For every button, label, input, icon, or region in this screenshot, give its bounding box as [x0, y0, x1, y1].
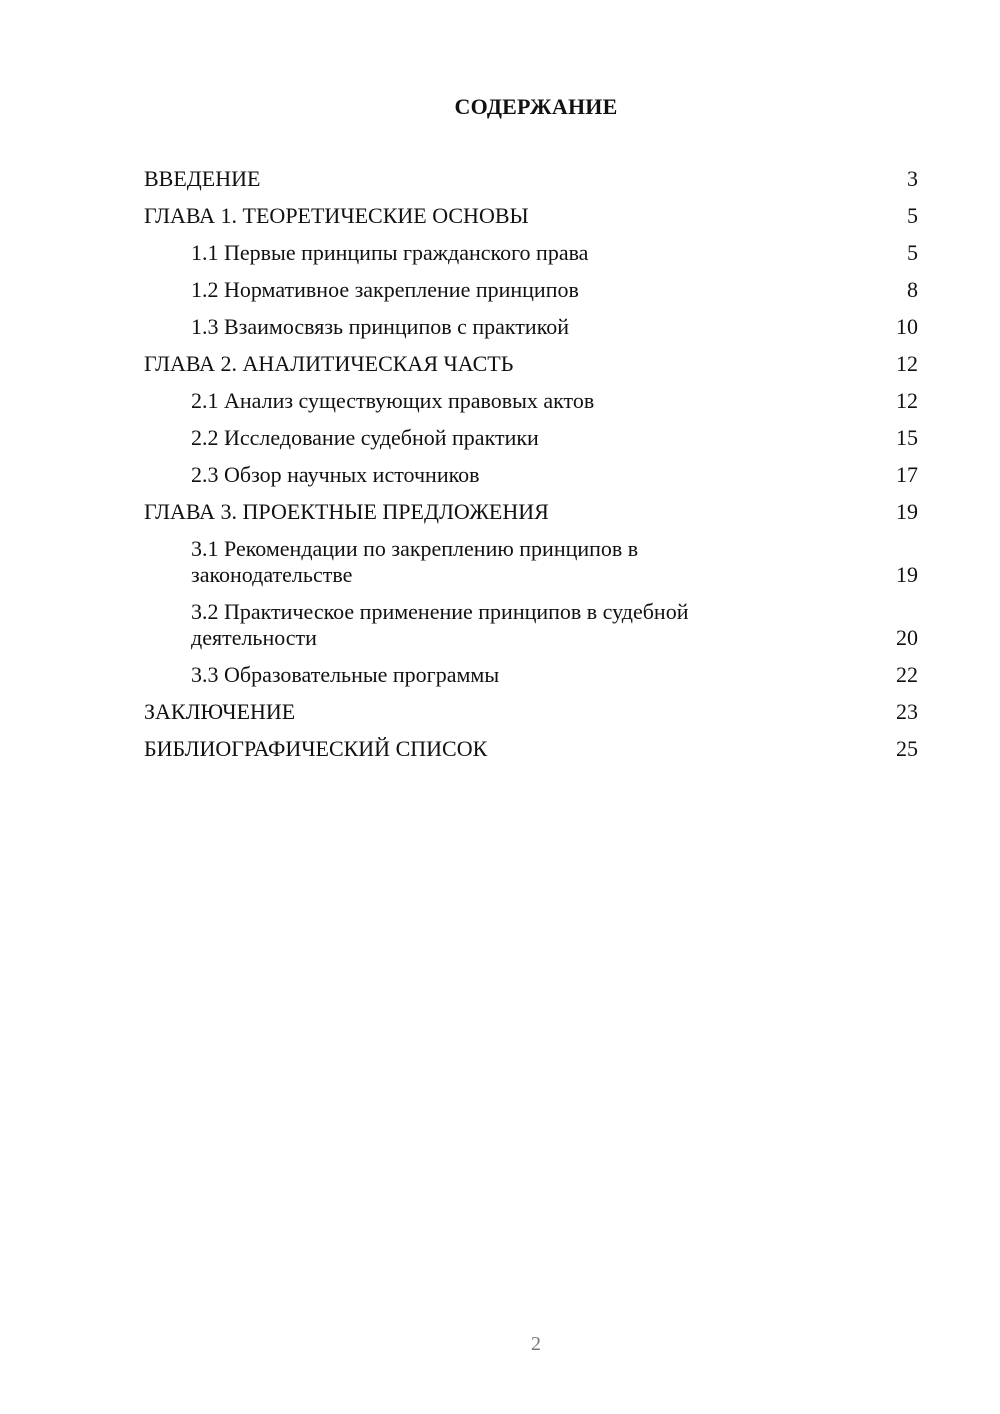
toc-entry-page: 25 — [896, 736, 918, 761]
toc-entry-page: 23 — [896, 699, 918, 724]
toc-entry-page: 5 — [907, 203, 918, 228]
page-title: СОДЕРЖАНИЕ — [454, 94, 618, 119]
toc-entry-text: 3.2 Практическое применение принципов в судебной деятельности — [191, 599, 689, 650]
toc-entry — [144, 462, 918, 488]
toc-entry — [144, 536, 918, 588]
toc-entry-page: 22 — [896, 662, 918, 687]
toc-entry — [144, 388, 918, 414]
toc-entry-page: 3 — [907, 166, 918, 191]
toc-entry-text: БИБЛИОГРАФИЧЕСКИЙ СПИСОК — [144, 736, 488, 761]
toc-entry-text: 2.1 Анализ существующих правовых актов — [191, 388, 595, 413]
toc-entry-text: 1.3 Взаимосвязь принципов с практикой — [191, 314, 570, 339]
toc-entry-text: ЗАКЛЮЧЕНИЕ — [144, 699, 296, 724]
table-of-contents — [144, 166, 918, 773]
toc-entry — [144, 166, 918, 192]
toc-entry-page: 15 — [896, 425, 918, 450]
toc-entry-page: 10 — [896, 314, 918, 339]
toc-entry-page: 19 — [896, 562, 918, 587]
toc-entry-page: 12 — [896, 388, 918, 413]
toc-entry-page: 12 — [896, 351, 918, 376]
toc-entry-page: 17 — [896, 462, 918, 487]
toc-entry — [144, 425, 918, 451]
toc-entry-text: 2.3 Обзор научных источников — [191, 462, 480, 487]
toc-entry-text: 1.2 Нормативное закрепление принципов — [191, 277, 579, 302]
toc-entry — [144, 699, 918, 725]
toc-entry — [144, 599, 918, 651]
toc-entry-page: 20 — [896, 625, 918, 650]
toc-entry-page: 5 — [907, 240, 918, 265]
toc-entry-text: ВВЕДЕНИЕ — [144, 166, 261, 191]
toc-entry-page: 8 — [907, 277, 918, 302]
toc-entry — [144, 314, 918, 340]
toc-entry-text: ГЛАВА 3. ПРОЕКТНЫЕ ПРЕДЛОЖЕНИЯ — [144, 499, 549, 524]
toc-entry — [144, 736, 918, 762]
toc-entry — [144, 499, 918, 525]
toc-entry — [144, 240, 918, 266]
toc-entry — [144, 277, 918, 303]
toc-entry — [144, 203, 918, 229]
toc-entry-page: 19 — [896, 499, 918, 524]
toc-entry-text: 3.3 Образовательные программы — [191, 662, 500, 687]
toc-entry-text: 2.2 Исследование судебной практики — [191, 425, 539, 450]
toc-entry-text: 3.1 Рекомендации по закреплению принципов в законодательстве — [191, 536, 639, 587]
toc-entry-text: 1.1 Первые принципы гражданского права — [191, 240, 589, 265]
toc-entry-text: ГЛАВА 1. ТЕОРЕТИЧЕСКИЕ ОСНОВЫ — [144, 203, 529, 228]
toc-entry — [144, 662, 918, 688]
toc-entry — [144, 351, 918, 377]
toc-entry-text: ГЛАВА 2. АНАЛИТИЧЕСКАЯ ЧАСТЬ — [144, 351, 514, 376]
page-number: 2 — [531, 1333, 541, 1355]
